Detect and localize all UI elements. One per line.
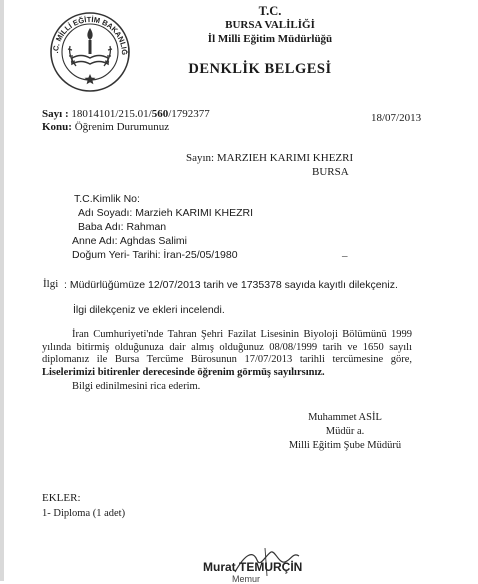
signer-title: Müdür a.: [325, 426, 365, 437]
signer-name: Muhammet ASİL: [308, 412, 382, 423]
stamp-title: Memur: [232, 574, 261, 584]
scan-edge: [0, 0, 4, 581]
tc-kimlik: T.C.Kimlik No:: [74, 193, 140, 205]
ilgi-text: : Müdürlüğümüze 12/07/2013 tarih ve 1735378 sayıda kayıtlı dilekçeniz.: [64, 279, 398, 291]
sayi-line: Sayı : 18014101/215.01/560/1792377: [42, 108, 210, 120]
main-paragraph: [42, 329, 412, 379]
document-date: 18/07/2013: [371, 112, 422, 124]
attachment-item-1: 1- Diploma (1 adet): [42, 508, 126, 519]
father-line: Baba Adı: Rahman: [78, 221, 167, 233]
name-line: Adı Soyadı: Marzieh KARIMI KHEZRI: [78, 207, 254, 219]
birth-line: Doğum Yeri- Tarihi: İran-25/05/1980: [72, 249, 238, 261]
sayi-label: Sayı: [42, 108, 63, 120]
stamp-name: Murat TEMURÇİN: [203, 560, 303, 574]
logo-arc-text: .C. MİLLİ EĞİTİM BAKANLIĞ: [50, 14, 130, 56]
header-directorate: İl Milli Eğitim Müdürlüğü: [207, 33, 333, 45]
signer-unit: Milli Eğitim Şube Müdürü: [288, 440, 402, 451]
closing-line: Bilgi edinilmesini rica ederim.: [72, 381, 201, 392]
sayi-bold: 560: [151, 108, 169, 120]
mother-line: Anne Adı: Aghdas Salimi: [72, 235, 187, 247]
main-paragraph-bold: Liselerimizi bitirenler derecesinde öğrenim görmüş sayılırsınız.: [42, 366, 325, 378]
recipient-city: BURSA: [312, 166, 349, 178]
ilgi-label: İlgi: [43, 278, 59, 290]
recipient-name: Sayın: MARZIEH KARIMI KHEZRI: [186, 152, 354, 164]
ministry-logo: [46, 6, 134, 94]
ilgi-followup: İlgi dilekçeniz ve ekleri incelendi.: [73, 304, 225, 316]
main-paragraph-text: İran Cumhuriyeti'nde Tahran Şehri Fazilat Lisesinin Biyoloji Bölümünü 1999 yılında bitirmiş olduğunuza dair almış olduğunuz 08/08/1999 tarih ve 1650 sayılı diplomanız ile Bursa Tercüme Bürosunun 17/07/2013 tarihli tercümesine göre,: [42, 329, 412, 365]
document-title: DENKLİK BELGESİ: [188, 61, 332, 77]
header-governorship: BURSA VALİLİĞİ: [225, 19, 315, 31]
konu-value: Öğrenim Durumunuz: [74, 121, 170, 133]
konu-line: Konu: Öğrenim Durumunuz: [42, 121, 170, 133]
birth-dash: –: [342, 250, 348, 262]
konu-label: Konu: [42, 121, 69, 133]
sayi-prefix: 18014101/215.01/: [71, 108, 152, 120]
sayi-suffix: /1792377: [168, 108, 210, 120]
header-country: T.C.: [258, 4, 282, 18]
attachments-heading: EKLER:: [42, 492, 81, 504]
